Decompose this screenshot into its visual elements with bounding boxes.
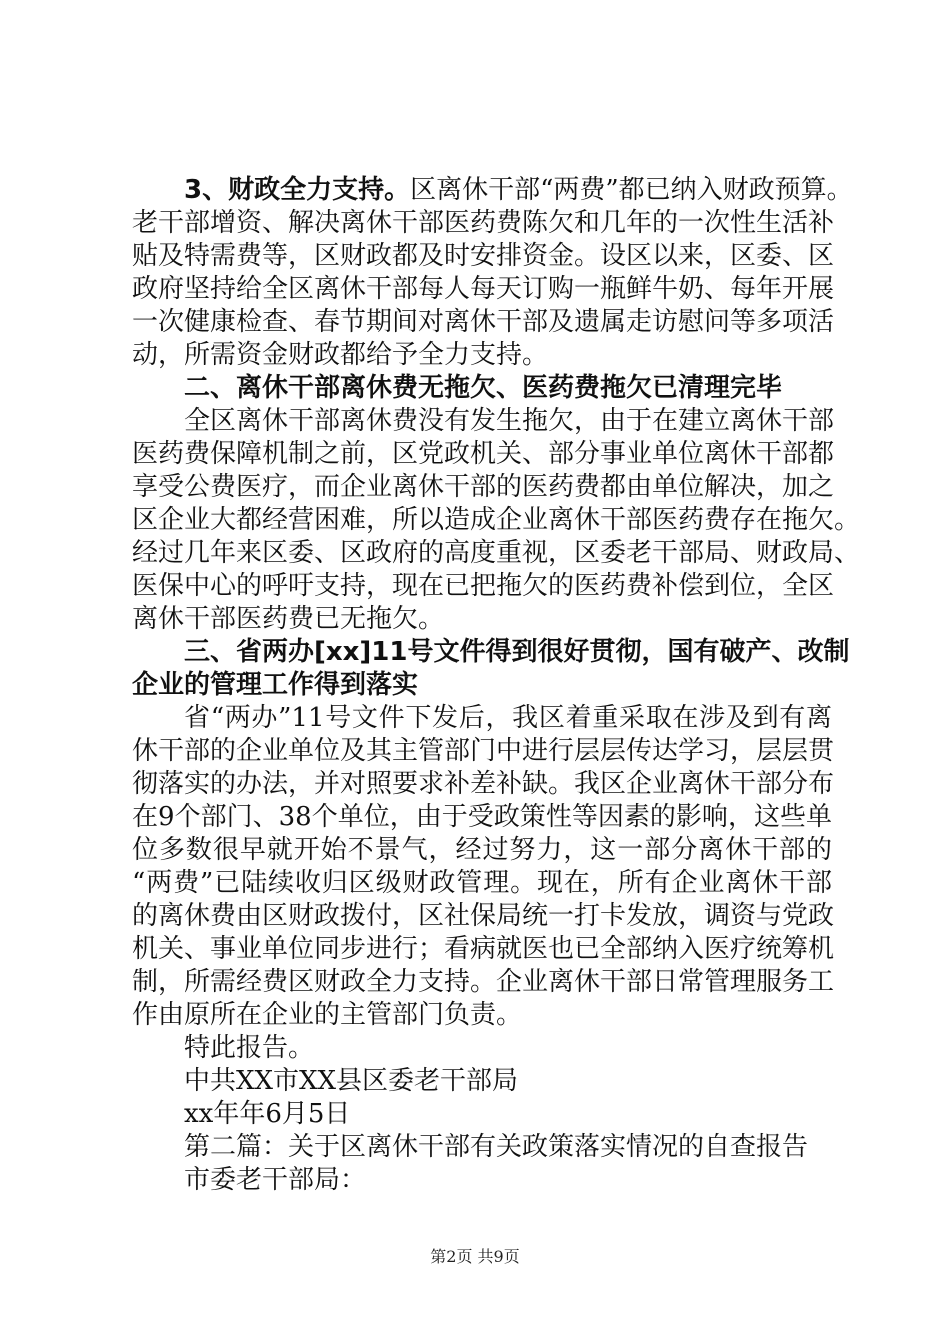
paragraph-line: 贴及特需费等，区财政都及时安排资金。设区以来，区委、区: [132, 241, 835, 271]
section3-text: 区离休干部“两费”都已纳入财政预算。: [410, 175, 853, 205]
part3-heading: 三、省两办[xx]11号文件得到很好贯彻，国有破产、改制: [184, 637, 850, 667]
paragraph-line: 政府坚持给全区离休干部每人每天订购一瓶鲜牛奶、每年开展: [132, 274, 835, 304]
addressee: 市委老干部局：: [184, 1165, 367, 1195]
part3-heading-cont: 企业的管理工作得到落实: [132, 670, 419, 700]
paragraph-line: 全区离休干部离休费没有发生拖欠，由于在建立离休干部: [184, 406, 835, 436]
paragraph-line: 省“两办”11号文件下发后，我区着重采取在涉及到有离: [184, 703, 832, 733]
page-footer: 第2页 共9页: [430, 1247, 520, 1266]
paragraph-line: 的离休费由区财政拨付，区社保局统一打卡发放，调资与党政: [132, 901, 835, 931]
part2-heading: 二、离休干部离休费无拖欠、医药费拖欠已清理完毕: [184, 373, 783, 403]
paragraph-line: 休干部的企业单位及其主管部门中进行层层传达学习，层层贯: [132, 736, 835, 766]
paragraph-line: 老干部增资、解决离休干部医药费陈欠和几年的一次性生活补: [132, 208, 835, 238]
paragraph-line: 位多数很早就开始不景气，经过努力，这一部分离休干部的: [132, 835, 832, 865]
paragraph-line: 享受公费医疗，而企业离休干部的医药费都由单位解决，加之: [132, 472, 835, 502]
document-body: [132, 174, 861, 1197]
paragraph-line: 在9个部门、38个单位，由于受政策性等因素的影响，这些单: [132, 802, 832, 832]
paragraph-line: 区企业大都经营困难，所以造成企业离休干部医药费存在拖欠。: [132, 505, 861, 535]
paragraph-line: 机关、事业单位同步进行；看病就医也已全部纳入医疗统筹机: [132, 934, 835, 964]
next-section-title: 第二篇：关于区离休干部有关政策落实情况的自查报告: [184, 1132, 809, 1162]
section3-line-1: [132, 174, 853, 207]
section3-heading: 3、财政全力支持。: [184, 175, 411, 205]
closing-org: 中共XX市XX县区委老干部局: [184, 1066, 519, 1096]
paragraph-line: 作由原所在企业的主管部门负责。: [132, 1000, 523, 1030]
paragraph-line: 彻落实的办法，并对照要求补差补缺。我区企业离休干部分布: [132, 769, 835, 799]
paragraph-line: 制，所需经费区财政全力支持。企业离休干部日常管理服务工: [132, 967, 835, 997]
closing-report: 特此报告。: [184, 1033, 315, 1063]
paragraph-line: 离休干部医药费已无拖欠。: [132, 604, 445, 634]
paragraph-line: 医药费保障机制之前，区党政机关、部分事业单位离休干部都: [132, 439, 835, 469]
paragraph-line: 经过几年来区委、区政府的高度重视，区委老干部局、财政局、: [132, 538, 861, 568]
paragraph-line: “两费”已陆续收归区级财政管理。现在，所有企业离休干部: [132, 868, 832, 898]
closing-date: xx年年6月5日: [184, 1099, 351, 1129]
paragraph-line: 动，所需资金财政都给予全力支持。: [132, 340, 549, 370]
paragraph-line: 医保中心的呼吁支持，现在已把拖欠的医药费补偿到位，全区: [132, 571, 835, 601]
paragraph-line: 一次健康检查、春节期间对离休干部及遗属走访慰问等多项活: [132, 307, 835, 337]
